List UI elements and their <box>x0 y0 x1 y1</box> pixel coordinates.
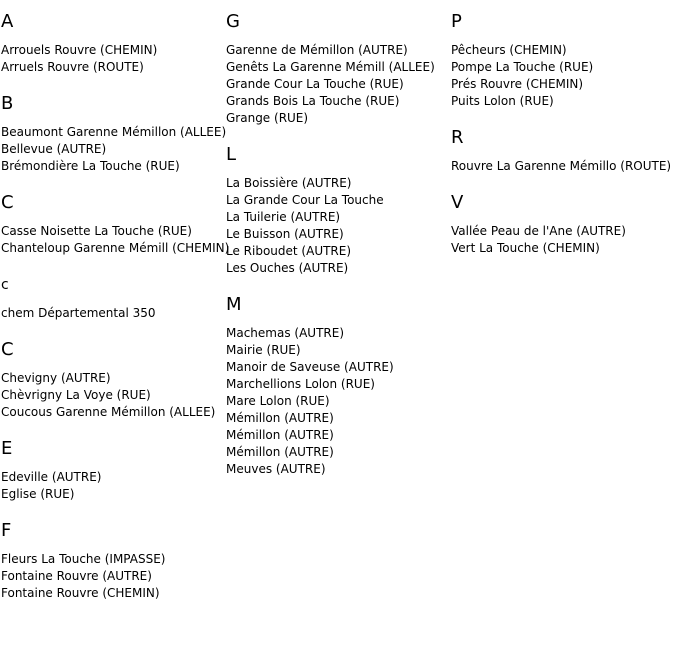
letter-group <box>226 11 448 127</box>
street-list <box>1 124 227 175</box>
street-list <box>226 325 448 478</box>
letter-group <box>1 520 223 602</box>
letter-group <box>1 274 223 322</box>
street-item: Mémillon (AUTRE) <box>226 445 334 459</box>
street-item: Bellevue (AUTRE) <box>1 142 107 156</box>
letter-group <box>226 294 448 478</box>
street-item: Rouvre La Garenne Mémillo (ROUTE) <box>451 159 672 173</box>
street-list <box>451 158 673 175</box>
letter-heading: c <box>1 277 9 293</box>
letter-group <box>1 192 230 257</box>
street-item: Vallée Peau de l'Ane (AUTRE) <box>451 224 626 238</box>
letter-group <box>451 127 673 175</box>
street-item: Prés Rouvre (CHEMIN) <box>451 77 584 91</box>
street-item: Meuves (AUTRE) <box>226 462 326 476</box>
street-item: Grande Cour La Touche (RUE) <box>226 77 404 91</box>
letter-heading: C <box>1 192 14 213</box>
index-column-1 <box>1 0 230 602</box>
letter-heading: M <box>226 294 242 315</box>
street-item: Beaumont Garenne Mémillon (ALLEE) <box>1 125 227 139</box>
index-column-2 <box>226 0 448 478</box>
street-list <box>451 223 673 257</box>
street-item: chem Départemental 350 <box>1 306 156 320</box>
street-item: Chevigny (AUTRE) <box>1 371 111 385</box>
street-item: Grands Bois La Touche (RUE) <box>226 94 400 108</box>
letter-group <box>226 144 448 277</box>
street-item: Casse Noisette La Touche (RUE) <box>1 224 192 238</box>
letter-heading: A <box>1 11 14 32</box>
letter-heading: V <box>451 192 464 213</box>
street-list <box>226 175 448 277</box>
street-item: Eglise (RUE) <box>1 487 75 501</box>
street-item: Machemas (AUTRE) <box>226 326 345 340</box>
street-item: Pêcheurs (CHEMIN) <box>451 43 567 57</box>
street-item: Garenne de Mémillon (AUTRE) <box>226 43 408 57</box>
street-item: Le Riboudet (AUTRE) <box>226 244 352 258</box>
street-item: Vert La Touche (CHEMIN) <box>451 241 600 255</box>
letter-heading: R <box>451 127 464 148</box>
street-item: Mémillon (AUTRE) <box>226 411 334 425</box>
letter-group <box>1 438 223 503</box>
street-item: La Boissière (AUTRE) <box>226 176 352 190</box>
letter-group <box>1 93 227 175</box>
letter-heading: F <box>1 520 12 541</box>
street-item: Marchellions Lolon (RUE) <box>226 377 375 391</box>
street-item: Fontaine Rouvre (CHEMIN) <box>1 586 160 600</box>
street-list <box>1 469 223 503</box>
street-item: Les Ouches (AUTRE) <box>226 261 349 275</box>
street-item: Fontaine Rouvre (AUTRE) <box>1 569 152 583</box>
letter-group <box>451 11 673 110</box>
street-item: Mare Lolon (RUE) <box>226 394 330 408</box>
street-item: Le Buisson (AUTRE) <box>226 227 344 241</box>
letter-heading: G <box>226 11 240 32</box>
street-item: Genêts La Garenne Mémill (ALLEE) <box>226 60 435 74</box>
letter-heading: B <box>1 93 14 114</box>
letter-group <box>451 192 673 257</box>
letter-heading: E <box>1 438 13 459</box>
street-item: Mémillon (AUTRE) <box>226 428 334 442</box>
street-item: Arruels Rouvre (ROUTE) <box>1 60 144 74</box>
letter-group <box>1 339 223 421</box>
street-list <box>1 223 230 257</box>
street-item: Arrouels Rouvre (CHEMIN) <box>1 43 158 57</box>
street-item: La Grande Cour La Touche <box>226 193 384 207</box>
street-item: La Tuilerie (AUTRE) <box>226 210 341 224</box>
street-list <box>1 305 223 322</box>
street-item: Manoir de Saveuse (AUTRE) <box>226 360 394 374</box>
street-list <box>1 551 223 602</box>
street-item: Pompe La Touche (RUE) <box>451 60 594 74</box>
street-list <box>1 42 223 76</box>
street-item: Brémondière La Touche (RUE) <box>1 159 180 173</box>
index-column-3 <box>451 0 673 257</box>
street-list <box>226 42 448 127</box>
letter-heading: L <box>226 144 237 165</box>
street-item: Mairie (RUE) <box>226 343 301 357</box>
street-item: Chèvrigny La Voye (RUE) <box>1 388 151 402</box>
letter-heading: P <box>451 11 462 32</box>
street-item: Edeville (AUTRE) <box>1 470 102 484</box>
street-list <box>1 370 223 421</box>
letter-heading: C <box>1 339 14 360</box>
street-item: Chanteloup Garenne Mémill (CHEMIN) <box>1 241 230 255</box>
street-list <box>451 42 673 110</box>
street-item: Coucous Garenne Mémillon (ALLEE) <box>1 405 216 419</box>
letter-group <box>1 11 223 76</box>
street-item: Grange (RUE) <box>226 111 309 125</box>
street-item: Fleurs La Touche (IMPASSE) <box>1 552 166 566</box>
street-item: Puits Lolon (RUE) <box>451 94 554 108</box>
